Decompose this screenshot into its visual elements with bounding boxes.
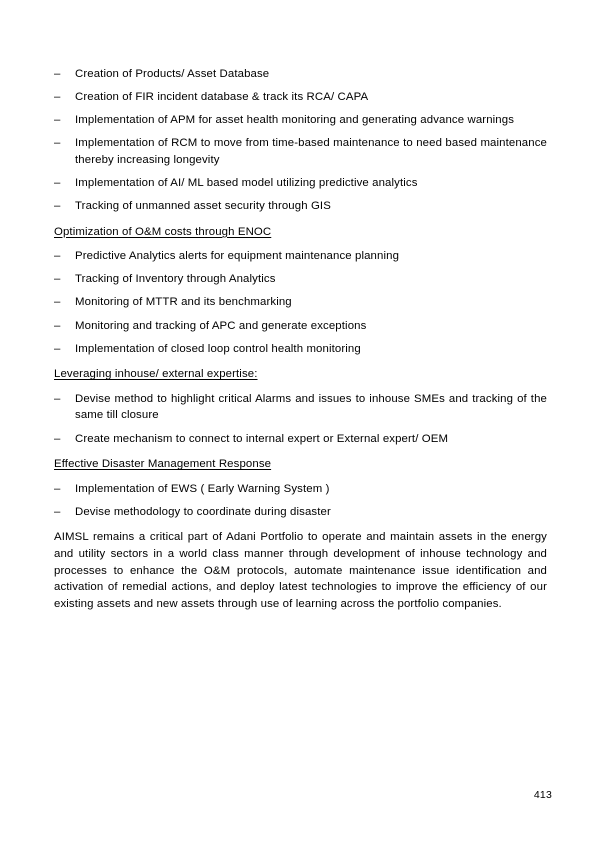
section-heading: Optimization of O&M costs through ENOC xyxy=(54,225,272,238)
bullet-dash-icon: – xyxy=(54,296,61,309)
bullet-item-text: Monitoring and tracking of APC and generate exceptions xyxy=(75,319,367,332)
bullet-item-text: Creation of Products/ Asset Database xyxy=(75,68,270,80)
bullet-list-item xyxy=(54,431,547,448)
bullet-item-text: Implementation of EWS ( Early Warning System ) xyxy=(75,482,330,495)
bullet-dash-icon: – xyxy=(54,505,61,518)
bullet-item-text: Implementation of RCM to move from time-based maintenance to need based maintenance thereby increasing longevity xyxy=(75,137,547,166)
bullet-item-text: Create mechanism to connect to internal expert or External expert/ OEM xyxy=(75,432,449,445)
bullet-list-item xyxy=(54,504,547,521)
bullet-dash-icon: – xyxy=(54,176,61,189)
bullet-list-item xyxy=(54,391,547,424)
bullet-list-item xyxy=(54,135,547,168)
page-content-body xyxy=(54,66,547,612)
section-heading: Effective Disaster Management Response xyxy=(54,458,272,471)
bullet-dash-icon: – xyxy=(54,114,61,127)
bullet-dash-icon: – xyxy=(54,91,61,104)
bullet-list-item xyxy=(54,175,547,192)
bullet-item-text: Implementation of closed loop control health monitoring xyxy=(75,342,361,355)
bullet-list-item xyxy=(54,112,547,129)
bullet-dash-icon: – xyxy=(54,319,61,332)
section-heading: Leveraging inhouse/ external expertise: xyxy=(54,368,258,381)
bullet-list-item xyxy=(54,198,547,215)
bullet-item-text: Implementation of AI/ ML based model utilizing predictive analytics xyxy=(75,176,418,189)
bullet-dash-icon: – xyxy=(54,273,61,286)
bullet-dash-icon: – xyxy=(54,342,61,355)
bullet-dash-icon: – xyxy=(54,392,61,405)
bullet-dash-icon: – xyxy=(54,482,61,495)
bullet-item-text: Monitoring of MTTR and its benchmarking xyxy=(75,296,292,309)
bullet-list-item xyxy=(54,248,547,265)
bullet-list-item xyxy=(54,481,547,498)
page-number: 413 xyxy=(533,789,552,801)
bullet-item-text: Devise method to highlight critical Alarms and issues to inhouse SMEs and tracking of the same till closure xyxy=(75,392,547,422)
bullet-list-item xyxy=(54,89,547,106)
bullet-list-item xyxy=(54,318,547,335)
bullet-item-text: Devise methodology to coordinate during disaster xyxy=(75,505,331,518)
bullet-list-item xyxy=(54,341,547,358)
bullet-dash-icon: – xyxy=(54,250,61,263)
bullet-dash-icon: – xyxy=(54,432,61,445)
bullet-item-text: Implementation of APM for asset health monitoring and generating advance warnings xyxy=(75,114,515,127)
bullet-dash-icon: – xyxy=(54,200,61,213)
bullet-list-item xyxy=(54,66,547,83)
bullet-item-text: Predictive Analytics alerts for equipment maintenance planning xyxy=(75,250,400,263)
bullet-dash-icon: – xyxy=(54,68,61,80)
bullet-list-item xyxy=(54,294,547,311)
bullet-dash-icon: – xyxy=(54,137,61,150)
closing-paragraph: AIMSL remains a critical part of Adani Portfolio to operate and maintain assets in the energy and utility sectors in a world class manner through development of inhouse technology and processes to enhance the O&M protocols, automate maintenance issue identification and activation of remedial actions, and deploy latest technologies to improve the efficiency of our existing assets and new assets through use of learning across the portfolio companies. xyxy=(54,531,547,610)
bullet-item-text: Creation of FIR incident database & track its RCA/ CAPA xyxy=(75,91,369,104)
bullet-list-item xyxy=(54,271,547,288)
bullet-item-text: Tracking of Inventory through Analytics xyxy=(75,273,276,286)
bullet-item-text: Tracking of unmanned asset security through GIS xyxy=(75,200,331,213)
